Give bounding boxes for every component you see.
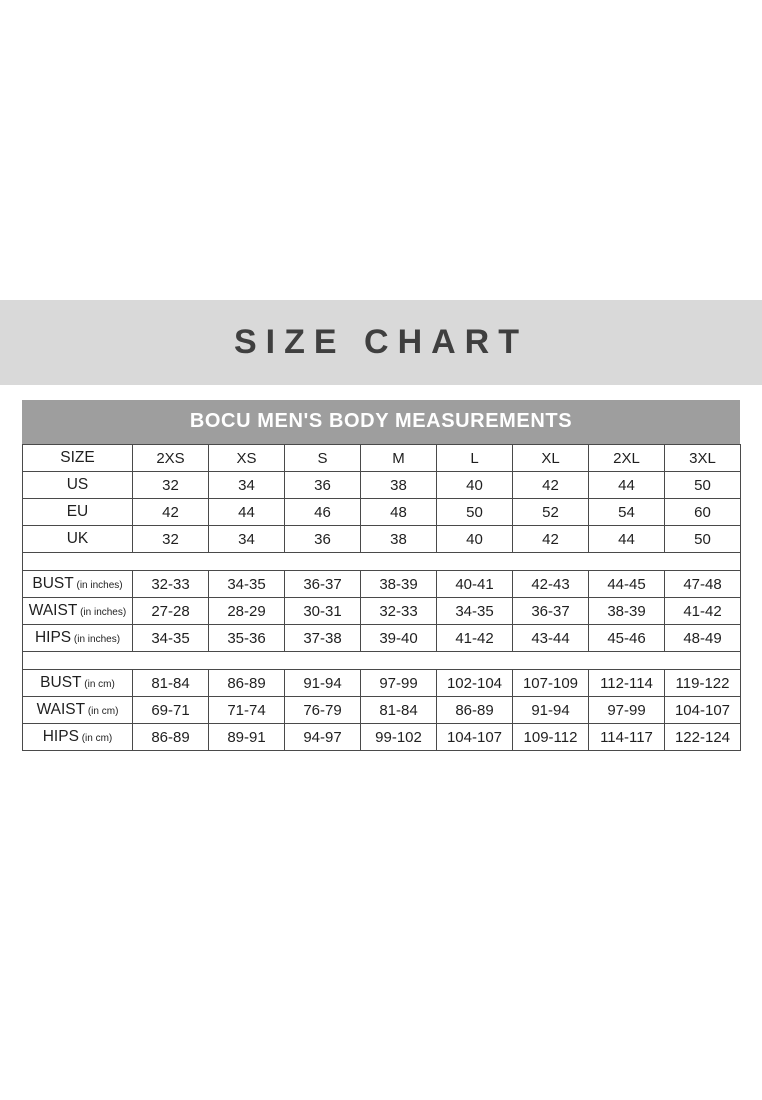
- measurement-cell: 109-112: [513, 724, 589, 751]
- row-label: [23, 670, 133, 697]
- table-row-cm-0: [23, 670, 741, 697]
- row-label-text: UK: [66, 530, 89, 547]
- measurement-cell: 32-33: [361, 598, 437, 625]
- measurement-cell: 50: [437, 499, 513, 526]
- measurement-cell: M: [361, 445, 437, 472]
- measurement-cell: 38: [361, 472, 437, 499]
- row-label-text: HIPS: [34, 629, 72, 646]
- size-chart-table: [22, 444, 741, 751]
- measurement-cell: 36: [285, 526, 361, 553]
- measurement-cell: 42: [133, 499, 209, 526]
- measurement-cell: 114-117: [589, 724, 665, 751]
- spacer-cell: [589, 652, 665, 670]
- measurement-cell: 94-97: [285, 724, 361, 751]
- spacer-cell: [133, 553, 209, 571]
- measurement-cell: 2XS: [133, 445, 209, 472]
- measurement-cell: 104-107: [665, 697, 741, 724]
- measurement-cell: 81-84: [361, 697, 437, 724]
- spacer-cell: [513, 553, 589, 571]
- spacer-cell: [361, 553, 437, 571]
- row-label: [23, 445, 133, 472]
- measurement-cell: 41-42: [665, 598, 741, 625]
- measurement-cell: 34-35: [209, 571, 285, 598]
- measurement-cell: 47-48: [665, 571, 741, 598]
- row-label-text: BUST: [32, 575, 74, 592]
- measurement-cell: 42: [513, 526, 589, 553]
- measurement-cell: XL: [513, 445, 589, 472]
- measurement-cell: 32: [133, 526, 209, 553]
- row-label-unit: (in cm): [78, 733, 113, 744]
- table-spacer-row: [23, 553, 741, 571]
- measurement-cell: S: [285, 445, 361, 472]
- row-label-unit: (in inches): [73, 580, 123, 591]
- spacer-cell: [209, 553, 285, 571]
- measurement-cell: 38-39: [589, 598, 665, 625]
- spacer-cell: [513, 652, 589, 670]
- measurement-cell: 86-89: [209, 670, 285, 697]
- row-label-text: WAIST: [36, 701, 86, 718]
- measurement-cell: 104-107: [437, 724, 513, 751]
- measurement-cell: XS: [209, 445, 285, 472]
- measurement-cell: 43-44: [513, 625, 589, 652]
- measurement-cell: 60: [665, 499, 741, 526]
- page-title: SIZE CHART: [234, 323, 528, 361]
- measurement-cell: 30-31: [285, 598, 361, 625]
- table-row-region-0: [23, 472, 741, 499]
- measurement-cell: 81-84: [133, 670, 209, 697]
- measurement-cell: 38-39: [361, 571, 437, 598]
- measurement-cell: 37-38: [285, 625, 361, 652]
- measurement-cell: 71-74: [209, 697, 285, 724]
- measurement-cell: 32-33: [133, 571, 209, 598]
- measurement-cell: 35-36: [209, 625, 285, 652]
- measurement-cell: 41-42: [437, 625, 513, 652]
- table-row-region-2: [23, 526, 741, 553]
- spacer-cell: [437, 553, 513, 571]
- measurement-cell: 40-41: [437, 571, 513, 598]
- spacer-cell: [23, 553, 133, 571]
- row-label: [23, 472, 133, 499]
- measurement-cell: 44: [589, 472, 665, 499]
- spacer-cell: [665, 553, 741, 571]
- row-label: [23, 625, 133, 652]
- measurement-cell: 34-35: [133, 625, 209, 652]
- measurement-cell: 40: [437, 472, 513, 499]
- size-chart-block: [22, 400, 740, 751]
- row-label-text: BUST: [40, 674, 82, 691]
- measurement-cell: 28-29: [209, 598, 285, 625]
- measurement-cell: 48-49: [665, 625, 741, 652]
- row-label: [23, 697, 133, 724]
- row-label-text: SIZE: [60, 449, 95, 466]
- measurement-cell: 89-91: [209, 724, 285, 751]
- measurement-cell: 27-28: [133, 598, 209, 625]
- row-label-unit: (in inches): [77, 607, 127, 618]
- measurement-cell: 44-45: [589, 571, 665, 598]
- measurement-cell: 97-99: [589, 697, 665, 724]
- measurement-cell: 76-79: [285, 697, 361, 724]
- measurement-cell: 2XL: [589, 445, 665, 472]
- table-row-inches-0: [23, 571, 741, 598]
- measurement-cell: 39-40: [361, 625, 437, 652]
- chart-header: BOCU MEN'S BODY MEASUREMENTS: [22, 400, 740, 444]
- row-label-unit: (in cm): [85, 706, 119, 717]
- measurement-cell: 91-94: [285, 670, 361, 697]
- spacer-cell: [589, 553, 665, 571]
- measurement-cell: 52: [513, 499, 589, 526]
- spacer-cell: [285, 553, 361, 571]
- measurement-cell: 42: [513, 472, 589, 499]
- measurement-cell: 36-37: [513, 598, 589, 625]
- measurement-cell: 34: [209, 526, 285, 553]
- measurement-cell: 32: [133, 472, 209, 499]
- measurement-cell: 86-89: [437, 697, 513, 724]
- measurement-cell: 46: [285, 499, 361, 526]
- spacer-cell: [133, 652, 209, 670]
- measurement-cell: 69-71: [133, 697, 209, 724]
- measurement-cell: 44: [589, 526, 665, 553]
- measurement-cell: 97-99: [361, 670, 437, 697]
- measurement-cell: 36-37: [285, 571, 361, 598]
- measurement-cell: 50: [665, 526, 741, 553]
- row-label-unit: (in inches): [71, 634, 121, 645]
- row-label: [23, 571, 133, 598]
- spacer-cell: [665, 652, 741, 670]
- measurement-cell: 107-109: [513, 670, 589, 697]
- measurement-cell: 91-94: [513, 697, 589, 724]
- measurement-cell: 3XL: [665, 445, 741, 472]
- spacer-cell: [361, 652, 437, 670]
- row-label-text: US: [66, 476, 89, 493]
- measurement-cell: 34-35: [437, 598, 513, 625]
- table-row-inches-2: [23, 625, 741, 652]
- measurement-cell: 45-46: [589, 625, 665, 652]
- spacer-cell: [209, 652, 285, 670]
- table-row-cm-1: [23, 697, 741, 724]
- measurement-cell: 40: [437, 526, 513, 553]
- measurement-cell: 44: [209, 499, 285, 526]
- measurement-cell: L: [437, 445, 513, 472]
- measurement-cell: 48: [361, 499, 437, 526]
- spacer-cell: [437, 652, 513, 670]
- table-row-region-1: [23, 499, 741, 526]
- title-banner: [0, 300, 762, 385]
- row-label: [23, 526, 133, 553]
- measurement-cell: 42-43: [513, 571, 589, 598]
- spacer-cell: [285, 652, 361, 670]
- spacer-cell: [23, 652, 133, 670]
- measurement-cell: 99-102: [361, 724, 437, 751]
- table-row-size-header: [23, 445, 741, 472]
- table-row-cm-2: [23, 724, 741, 751]
- row-label-text: HIPS: [42, 728, 79, 745]
- measurement-cell: 86-89: [133, 724, 209, 751]
- measurement-cell: 122-124: [665, 724, 741, 751]
- row-label: [23, 499, 133, 526]
- measurement-cell: 34: [209, 472, 285, 499]
- table-row-inches-1: [23, 598, 741, 625]
- row-label-text: EU: [66, 503, 89, 520]
- row-label-unit: (in cm): [81, 679, 115, 690]
- measurement-cell: 54: [589, 499, 665, 526]
- measurement-cell: 50: [665, 472, 741, 499]
- row-label-text: WAIST: [28, 602, 78, 619]
- table-spacer-row: [23, 652, 741, 670]
- row-label: [23, 724, 133, 751]
- measurement-cell: 38: [361, 526, 437, 553]
- measurement-cell: 112-114: [589, 670, 665, 697]
- measurement-cell: 119-122: [665, 670, 741, 697]
- measurement-cell: 36: [285, 472, 361, 499]
- row-label: [23, 598, 133, 625]
- measurement-cell: 102-104: [437, 670, 513, 697]
